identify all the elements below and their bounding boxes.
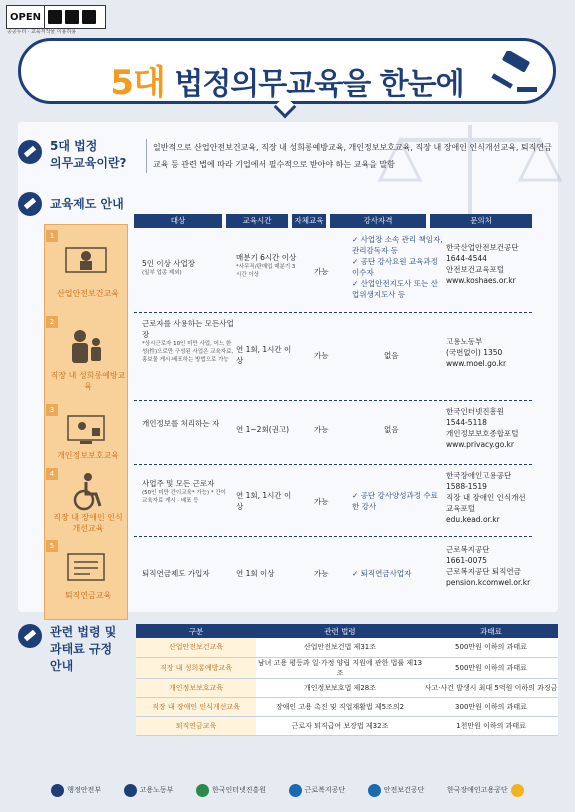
time-cell: 매분기 6시간 이상 *사무직/판매업 매분기 3시간 이상 (236, 253, 297, 278)
phone-number: (국번없이) 1350 (446, 348, 503, 357)
table-row (44, 538, 532, 608)
wheelchair-icon (60, 472, 112, 512)
table-header (136, 624, 558, 638)
row-number: 5 (46, 540, 58, 552)
self-cell: 가능 (314, 569, 329, 578)
title-bubble (18, 38, 556, 104)
qual-cell: ✓ 사업장 소속 관리 책임자, 관리감독자 등 ✓ 공단 강사요원 교육과정 이수자 ✓ 산업안전지도사 또는 산업위생지도사 등 (352, 235, 443, 299)
self-cell: 가능 (314, 351, 329, 360)
logo-kead: 한국장애인고용공단 (447, 784, 524, 797)
phone-number: 1644-4544 (446, 254, 487, 263)
website-link[interactable]: pension.kcomwel.or.kr (446, 578, 531, 587)
phone-number: 1544-5118 (446, 418, 487, 427)
website-link[interactable]: edu.kead.or.kr (446, 515, 500, 524)
row-number: 2 (46, 316, 58, 328)
top-bar (0, 0, 575, 34)
pension-icon (60, 548, 112, 588)
intro-text: 일반적으로 산업안전보건교육, 직장 내 성희롱예방교육, 개인정보보호교육, 직장 내 장애인 인식개선교육, 퇴직연금교육 등 관련 법에 따라 기업에서 필수적으로 받아야 하는 교육을 말함 (146, 139, 556, 173)
table-row: 개인정보보호교육 개인정보보호법 제28조 사고·사건 발생시 최대 5억원 이하의 과징금 (136, 678, 558, 697)
open-sub: 공공누리 · 교육저작물 이용허용 (7, 29, 77, 35)
col-time: 교육시간 (226, 214, 288, 228)
col-law: 관련 법령 (256, 624, 424, 638)
target-cell: 개인정보를 처리하는 자 (142, 419, 220, 428)
title-number: 5대 (110, 63, 165, 103)
phone-number: 1588-1519 (446, 482, 487, 491)
col-contact: 문의처 (430, 214, 532, 228)
row-label: 개인정보보호교육 (57, 451, 119, 460)
footer-logos (0, 768, 575, 812)
row-label: 산업안전보건교육 (57, 289, 119, 298)
website-link[interactable]: www.koshaes.or.kr (446, 276, 516, 285)
system-heading: 교육제도 안내 (50, 197, 124, 211)
col-self: 자체교육 (292, 214, 326, 228)
time-cell: 연 1회, 1시간 이상 (236, 345, 292, 365)
logo-mois: 행정안전부 (51, 784, 101, 797)
table-header (134, 214, 532, 228)
contact-cell: 한국산업안전보건공단 1644-4544 안전보건교육포털 www.koshaes.or.kr (446, 242, 532, 286)
table-row: 직장 내 장애인 인식개선교육 장애인 고용 촉진 및 직업재활법 제5조의2 300만원 이하의 과태료 (136, 697, 558, 716)
self-cell: 가능 (314, 497, 329, 506)
table-row (44, 402, 532, 466)
contact-cell: 한국인터넷진흥원 1544-5118 개인정보보호종합포털 www.privacy.go.kr (446, 406, 532, 450)
privacy-icon (60, 410, 112, 450)
table-row (44, 228, 532, 308)
page-title (21, 55, 553, 104)
row-label: 직장 내 성희롱예방교육 (50, 371, 126, 391)
intro-heading: 5대 법정 의무교육이란? (50, 139, 127, 170)
time-cell: 연 1회 이상 (236, 569, 275, 578)
laws-table (136, 624, 558, 736)
title-text: 법정의무교육을 한눈에 (164, 67, 464, 102)
qual-cell: 없음 (384, 351, 399, 360)
website-link[interactable]: www.privacy.go.kr (446, 440, 514, 449)
website-link[interactable]: www.moel.go.kr (446, 359, 507, 368)
emblem-icon (196, 784, 209, 797)
target-cell: 5인 이상 사업장 (일부 업종 제외) (142, 259, 196, 276)
section-gavel-icon (18, 192, 42, 216)
license-icon (82, 10, 96, 24)
phone-number: 1661-0075 (446, 556, 487, 565)
logo-kisa: 한국인터넷진흥원 (196, 784, 266, 797)
row-number: 1 (46, 230, 58, 242)
row-label: 직장 내 장애인 인식개선교육 (53, 513, 123, 533)
section-gavel-icon (18, 624, 42, 648)
safety-worker-icon (60, 242, 112, 282)
table-row: 산업안전보건교육 산업안전보건법 제31조 500만원 이하의 과태료 (136, 638, 558, 657)
target-cell: 퇴직연금제도 가입자 (142, 569, 210, 578)
col-category: 구분 (136, 624, 256, 638)
col-fine: 과태료 (424, 624, 558, 638)
target-cell: 근로자를 사용하는 모든사업장 *상시근로자 10인 미만 사업, 어느 한 성(性)으로만 구성된 사업은 교육자료, 홍보물 게시·배포하는 방법으로 가능 (142, 319, 234, 363)
logo-kcomwel: 근로복지공단 (289, 784, 346, 797)
section-gavel-icon (18, 140, 42, 164)
table-row: 직장 내 성희롱예방교육 남녀 고용 평등과 일·가정 양립 지원에 관한 법률 제13조 500만원 이하의 과태료 (136, 657, 558, 678)
self-cell: 가능 (314, 425, 329, 434)
laws-heading: 관련 법령 및 과태료 규정 안내 (50, 625, 117, 673)
contact-cell: 한국장애인고용공단 1588-1519 직장 내 장애인 인식개선 교육포털 edu.kead.or.kr (446, 470, 532, 525)
col-qual: 강사자격 (330, 214, 426, 228)
qual-cell: ✓ 공단 강사양성과정 수료한 강사 (352, 491, 438, 511)
table-row (44, 466, 532, 536)
table-row (44, 314, 532, 400)
emblem-icon (511, 784, 524, 797)
row-number: 3 (46, 404, 58, 416)
emblem-icon (368, 784, 381, 797)
emblem-icon (289, 784, 302, 797)
time-cell: 연 1~2회(권고) (236, 425, 290, 434)
gavel-icon (489, 51, 539, 95)
time-cell: 연 1회, 1시간 이상 (236, 491, 292, 511)
emblem-icon (124, 784, 137, 797)
harassment-icon (60, 326, 112, 366)
contact-cell: 고용노동부 (국번없이) 1350 www.moel.go.kr (446, 336, 532, 369)
qual-cell: 없음 (384, 425, 399, 434)
table-row: 퇴직연금교육 근로자 퇴직급여 보장법 제32조 1천만원 이하의 과태료 (136, 716, 558, 735)
row-number: 4 (46, 468, 58, 480)
logo-kosha: 안전보건공단 (368, 784, 425, 797)
col-target: 대상 (134, 214, 222, 228)
open-license-badge (6, 5, 106, 35)
contact-cell: 근로복지공단 1661-0075 근로복지공단 퇴직연금 pension.kcomwel.or.kr (446, 545, 531, 587)
row-label: 퇴직연금교육 (64, 591, 112, 600)
open-label: OPEN (7, 6, 45, 28)
logo-moel: 고용노동부 (124, 784, 174, 797)
license-icon (65, 10, 79, 24)
emblem-icon (51, 784, 64, 797)
license-icon (48, 10, 62, 24)
qual-cell: ✓ 퇴직연금사업자 (352, 569, 412, 578)
target-cell: 사업주 및 모든 근로자 (50인 미만 간이교육* 가능) * 간이교육자료 게시 · 배포 등 (142, 479, 226, 504)
self-cell: 가능 (314, 267, 329, 276)
